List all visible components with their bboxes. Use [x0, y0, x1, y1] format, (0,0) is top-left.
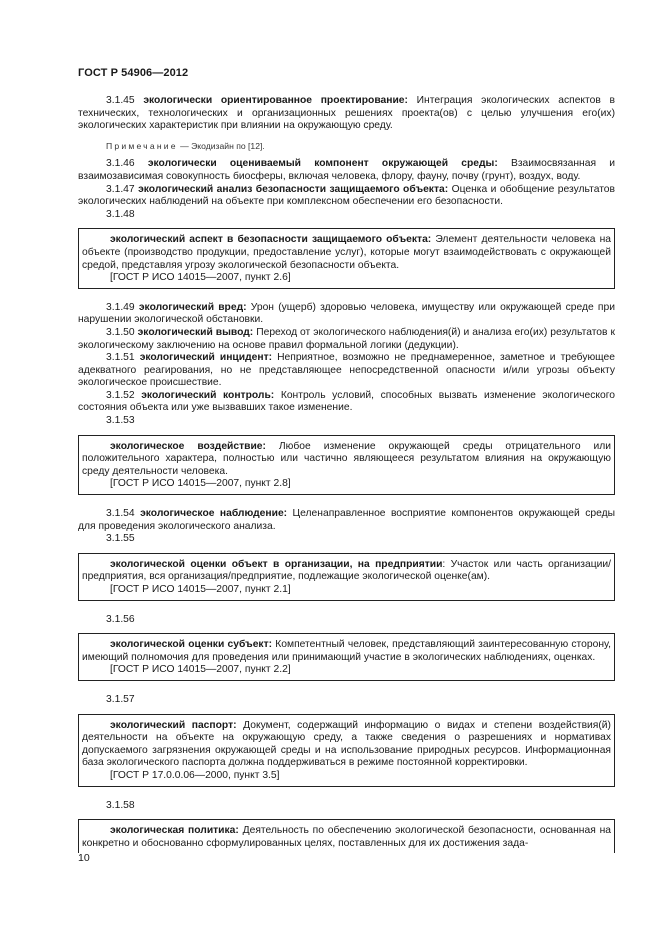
entry-number: 3.1.50: [106, 326, 135, 338]
definition-box-3-1-48: [78, 228, 615, 288]
entry-number: 3.1.45: [106, 95, 135, 106]
entry-term: экологической оценки субъект:: [110, 639, 273, 651]
source-reference: [ГОСТ Р ИСО 14015—2007, пункт 2.1]: [110, 584, 291, 595]
entry-number: 3.1.46: [106, 158, 135, 170]
entry-3-1-45: [78, 95, 615, 133]
entry-definition: Оценка и обобщение результатов экологических наблюдений на объекте при комплексном обеспечении его безопасности.: [78, 183, 615, 208]
entry-3-1-51: [78, 352, 615, 390]
entry-number: 3.1.47: [106, 183, 135, 195]
entry-term: экологический контроль:: [141, 389, 275, 401]
definition-box-3-1-53: [78, 435, 615, 495]
entry-3-1-54: [78, 508, 615, 533]
entry-number: 3.1.49: [106, 301, 135, 313]
definition-box-3-1-58: [78, 819, 615, 853]
entry-term: экологически оцениваемый компонент окружающей среды:: [147, 158, 498, 170]
source-reference: [ГОСТ Р ИСО 14015—2007, пункт 2.8]: [110, 478, 291, 490]
page-header: ГОСТ Р 54906—2012: [78, 67, 189, 79]
definition-box-3-1-55: [78, 553, 615, 601]
entry-term: экологический вред:: [138, 301, 247, 313]
entry-3-1-46: [78, 158, 615, 183]
entry-definition: Документ, содержащий информацию о видах и степени воздействия(й) деятельности на объекте на окружающую среду, а также сведения о разрешениях и нормативах допускаемого загрязнения окружающей среды и на использование природных ресурсов. Информационная база экологического паспорта должна поддерживаться в режиме постоянной корректировки.: [82, 719, 611, 769]
source-reference: [ГОСТ Р ИСО 14015—2007, пункт 2.2]: [110, 664, 291, 676]
definition-box-3-1-57: [78, 714, 615, 787]
entry-number-3-1-57: 3.1.57: [106, 693, 135, 705]
entry-number-3-1-56: 3.1.56: [106, 613, 135, 625]
entry-definition: Любое изменение окружающей среды отрицательного или положительного характера, полностью или частично являющееся результатом влияния на окружающую среду деятельности человека.: [82, 440, 611, 477]
entry-term: экологический аспект в безопасности защищаемого объекта:: [110, 234, 432, 246]
entry-3-1-52: [78, 390, 615, 415]
entry-term: экологической оценки объект в организации, на предприятии: [110, 558, 443, 570]
entry-term: экологический вывод:: [137, 326, 254, 338]
entry-number-3-1-53: 3.1.53: [106, 415, 135, 427]
entry-3-1-47: [78, 184, 615, 209]
entry-term: экологическое наблюдение:: [140, 508, 288, 520]
entry-term: экологический анализ безопасности защищаемого объекта:: [138, 183, 449, 195]
entry-number: 3.1.54: [106, 508, 135, 520]
entry-term: экологический инцидент:: [139, 352, 273, 364]
entry-definition: Деятельность по обеспечению экологической безопасности, основанная на конкретно и обоснованно сформулированных целях, поставленных для их достижения зада-: [82, 825, 611, 849]
note-label: Примечание: [106, 140, 178, 151]
entry-term: экологическая политика:: [110, 825, 239, 837]
entry-definition: Контроль условий, способных вызвать изменение экологического состояния объекта или уже вызвавших такое изменение.: [78, 389, 615, 414]
entry-definition: Интеграция экологических аспектов в технических, технологических и организационных решениях проекта(ов) с целью улучшения его(их) экологических характеристик при влиянии на окружающую среду.: [78, 95, 615, 132]
entry-term: экологически ориентированное проектирование:: [143, 95, 408, 106]
entry-definition: : Участок или часть организации/предприятия, вся организация/предприятие, подлежащие экологической оценке(ам).: [82, 558, 611, 583]
entry-definition: Неприятное, возможно не преднамеренное, заметное и требующее адекватного реагирования, но не представляющее непосредственной опасности и/или угрозы объекту экологическое происшествие.: [78, 352, 615, 389]
source-reference: [ГОСТ Р ИСО 14015—2007, пункт 2.6]: [110, 272, 291, 284]
entry-number-3-1-58: 3.1.58: [106, 799, 135, 811]
definition-box-3-1-56: [78, 633, 615, 681]
page-number: 10: [78, 852, 90, 864]
entry-term: экологическое воздействие:: [110, 440, 266, 452]
entry-3-1-49: [78, 302, 615, 327]
document-body: [78, 95, 615, 853]
note-3-1-45: [78, 140, 615, 153]
entry-number-3-1-55: 3.1.55: [106, 533, 135, 545]
entry-number: 3.1.51: [106, 352, 135, 364]
entry-definition: Взаимосвязанная и взаимозависимая совокупность биосферы, включая человека, флору, фауну, почву (грунт), воздух, воду.: [78, 158, 615, 182]
entry-definition: Элемент деятельности человека на объекте (производство продукции, предоставление услуг), которые могут взаимодействовать с окружающей средой, представляя угрозу экологической безопасности объекта.: [82, 234, 611, 271]
entry-definition: Урон (ущерб) здоровью человека, имуществу или окружающей среде при нарушении экологической обстановки.: [78, 301, 615, 326]
entry-term: экологический паспорт:: [110, 719, 237, 731]
entry-definition: Компетентный человек, представляющий заинтересованную сторону, имеющий полномочия для проведения или принимающий участие в экологических наблюдениях, оценках.: [82, 639, 611, 663]
entry-definition: Переход от экологического наблюдения(й) и анализа его(их) результатов к экологическому заключению на основе правил формальной логики (дедукции).: [78, 326, 615, 351]
entry-number-3-1-48: 3.1.48: [106, 208, 135, 220]
entry-3-1-50: [78, 327, 615, 352]
entry-definition: Целенаправленное восприятие компонентов окружающей среды для проведения экологического анализа.: [78, 508, 615, 532]
source-reference: [ГОСТ Р 17.0.0.06—2000, пункт 3.5]: [110, 769, 280, 781]
entry-number: 3.1.52: [106, 389, 135, 401]
note-text: — Экодизайн по [12].: [180, 140, 265, 151]
